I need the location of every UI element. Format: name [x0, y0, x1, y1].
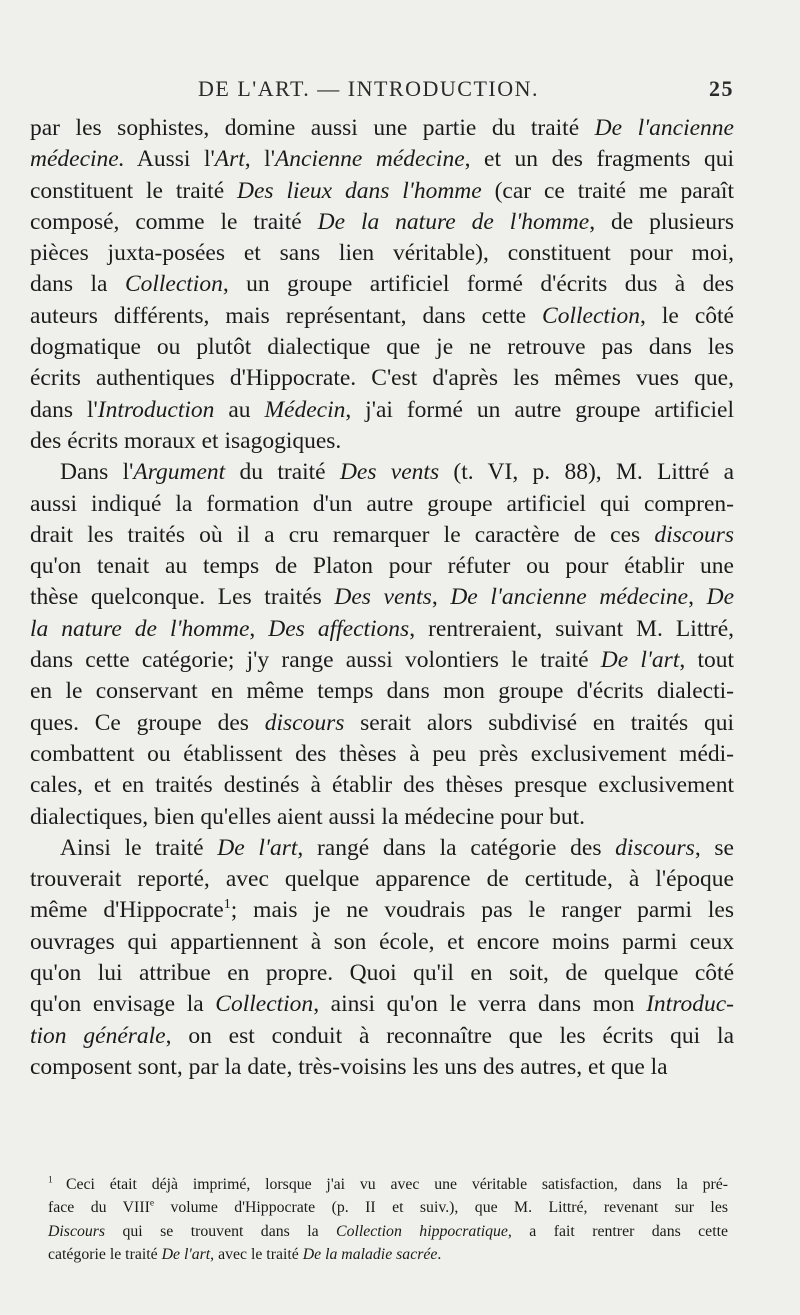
text-run: , se: [694, 834, 734, 861]
body-line: [30, 207, 734, 238]
italic-title: la nature de l'homme: [30, 615, 250, 642]
body-line: [30, 770, 734, 801]
body-line: [30, 176, 734, 207]
text-run: aussi indiqué la formation d'un autre groupe artificiel qui compren-: [30, 490, 734, 517]
body-line: [30, 739, 734, 770]
text-run: qui se trouvent dans la: [105, 1222, 337, 1240]
italic-title: discours: [654, 521, 734, 548]
body-line: [30, 676, 734, 707]
body-line: [30, 927, 734, 958]
footnote-block: [48, 1173, 728, 1267]
body-line: [30, 582, 734, 613]
text-run: , l': [244, 146, 275, 173]
text-run: , j'ai formé un autre groupe artificiel: [345, 396, 734, 423]
body-line: [30, 614, 734, 645]
italic-title: Ancienne médecine: [274, 146, 465, 173]
text-run: par les sophistes, domine aussi une partie du traité: [30, 115, 595, 141]
italic-title: discours: [264, 709, 345, 736]
text-run: pièces juxta-posées et sans lien véritable), constituent pour moi,: [30, 240, 734, 267]
text-run: Ceci était déjà imprimé, lorsque j'ai vu avec une véritable satisfaction, dans la pré-: [65, 1176, 728, 1193]
text-run: ,: [431, 584, 451, 611]
italic-title: De la maladie sacrée: [302, 1246, 438, 1264]
body-line: [30, 301, 734, 332]
text-run: II: [365, 1199, 376, 1217]
footnote-line: [48, 1220, 728, 1243]
text-run: dogmatique ou plutôt dialectique que je ne retrouve pas dans les: [30, 334, 734, 361]
italic-title: médecine.: [30, 146, 125, 173]
italic-title: Médecin: [264, 396, 346, 423]
text-run: (car ce traité me paraît: [481, 177, 734, 204]
italic-title: De: [706, 584, 735, 611]
text-run: du traité: [225, 459, 340, 486]
text-run: composé, comme le traité: [30, 208, 318, 235]
text-run: des écrits moraux et isagogiques.: [30, 427, 342, 454]
text-run: même d'Hippocrate: [30, 897, 224, 924]
text-run: , le côté: [639, 302, 734, 329]
text-run: composent sont, par la date, très-voisins les uns des autres, et que la: [30, 1053, 668, 1080]
body-line: [30, 426, 734, 457]
text-run: , rentreraient, suivant M. Littré,: [409, 615, 735, 642]
body-line: [30, 238, 734, 269]
italic-title: Collection: [215, 991, 314, 1018]
italic-title: Argument: [133, 459, 226, 486]
footnote-marker: 1: [48, 1175, 66, 1186]
text-run: drait les traités où il a cru remarquer le caractère de ces: [30, 521, 655, 548]
italic-title: Des lieux dans l'homme: [237, 177, 482, 204]
italic-title: Collection hippocratique: [336, 1222, 508, 1240]
running-head-title: DE L'ART. — INTRODUCTION.: [198, 76, 539, 101]
text-run: (t. VI, p. 88), M. Littré a: [439, 459, 735, 486]
italic-title: Des affections: [268, 615, 410, 642]
text-run: , ainsi qu'on le verra dans mon: [313, 991, 647, 1018]
text-run: , un groupe artificiel formé d'écrits dus à des: [222, 271, 734, 298]
text-run: auteurs différents, mais représentant, dans cette: [30, 302, 543, 329]
italic-title: Des vents: [339, 459, 440, 486]
text-run: ,: [688, 584, 707, 611]
text-run: volume d'Hippocrate (p.: [154, 1199, 366, 1217]
text-run: ; mais je ne voudrais pas le ranger parmi les: [230, 897, 734, 924]
superscript: e: [149, 1199, 155, 1210]
text-run: Aussi l': [124, 146, 215, 173]
text-run: dans la: [30, 271, 125, 298]
body-line: [30, 269, 734, 300]
body-line: [30, 113, 734, 144]
italic-title: De l'ancienne médecine: [450, 584, 689, 611]
body-line: [30, 1052, 734, 1083]
text-run: , a fait rentrer dans cette: [507, 1222, 728, 1240]
body-line: [30, 457, 734, 488]
italic-title: Des vents: [334, 584, 432, 611]
italic-title: tion générale: [30, 1022, 166, 1049]
text-run: , tout: [679, 647, 735, 674]
text-run: catégorie le traité: [48, 1246, 162, 1264]
italic-title: discours: [615, 834, 695, 861]
body-line: [30, 395, 734, 426]
italic-title: Discours: [48, 1222, 106, 1240]
text-run: qu'on lui attribue en propre. Quoi qu'il en soit, de quelque côté: [30, 960, 734, 987]
text-run: qu'on tenait au temps de Platon pour réfuter ou pour établir une: [30, 553, 734, 580]
text-run: dans cette catégorie; j'y range aussi volontiers le traité: [30, 647, 601, 674]
text-run: , rangé dans la catégorie des: [297, 834, 616, 861]
body-line: [30, 363, 734, 394]
superscript: 1: [223, 896, 231, 913]
body-line: [30, 332, 734, 363]
body-line: [30, 989, 734, 1020]
italic-title: De l'art: [217, 834, 298, 861]
body-line: [30, 520, 734, 551]
text-run: dialectiques, bien qu'elles aient aussi la médecine pour but.: [30, 803, 586, 830]
italic-title: De la nature de l'homme: [317, 208, 590, 235]
italic-title: Collection: [542, 302, 640, 329]
text-run: , et un des fragments qui: [464, 146, 735, 173]
text-run: face du VIII: [48, 1199, 150, 1217]
text-run: et suiv.), que M. Littré, revenant sur les: [375, 1199, 728, 1217]
text-run: dans l': [30, 396, 98, 423]
text-run: qu'on envisage la: [30, 991, 216, 1018]
text-run: .: [437, 1246, 442, 1264]
italic-title: De l'ancienne: [594, 115, 734, 141]
text-run: trouverait reporté, avec quelque apparence de certitude, à l'époque: [30, 866, 734, 893]
body-line: [30, 1021, 734, 1052]
body-line: [30, 645, 734, 676]
text-run: , on est conduit à reconnaître que les écrits qui la: [165, 1022, 734, 1049]
italic-title: Introduc-: [646, 991, 734, 1018]
footnote-line: [48, 1243, 728, 1266]
body-line: [30, 551, 734, 582]
body-line: [30, 489, 734, 520]
text-run: thèse quelconque. Les traités: [30, 584, 335, 611]
body-line: [30, 895, 734, 926]
body-line: [30, 833, 734, 864]
text-run: Dans l': [60, 459, 134, 486]
text-run: en le conservant en même temps dans mon groupe d'écrits dialecti-: [30, 678, 734, 705]
text-run: écrits authentiques d'Hippocrate. C'est d'après les mêmes vues que,: [30, 365, 734, 392]
body-line: [30, 864, 734, 895]
main-text: [30, 113, 734, 1083]
footnote-line: [48, 1196, 728, 1219]
text-run: , de plusieurs: [589, 208, 734, 235]
page-number: 25: [709, 76, 734, 101]
body-line: [30, 802, 734, 833]
text-run: au: [214, 396, 265, 423]
body-line: [30, 144, 734, 175]
text-run: , avec le traité: [210, 1246, 303, 1264]
italic-title: Introduction: [97, 396, 215, 423]
body-line: [30, 958, 734, 989]
body-line: [30, 708, 734, 739]
text-run: ouvrages qui appartiennent à son école, et encore moins parmi ceux: [30, 928, 734, 955]
text-run: cales, et en traités destinés à établir des thèses presque exclusivement: [30, 772, 734, 799]
text-run: serait alors subdivisé en traités qui: [344, 709, 734, 736]
text-run: combattent ou établissent des thèses à peu près exclusivement médi-: [30, 740, 734, 767]
text-run: Ainsi le traité: [60, 834, 218, 861]
running-head: [30, 76, 742, 108]
italic-title: Collection: [124, 271, 223, 298]
text-run: ques. Ce groupe des: [30, 709, 265, 736]
text-run: constituent le traité: [30, 177, 238, 204]
italic-title: De l'art: [600, 647, 680, 674]
text-run: ,: [249, 615, 269, 642]
italic-title: De l'art: [161, 1246, 211, 1264]
italic-title: Art: [214, 146, 245, 173]
footnote-line: [48, 1173, 728, 1196]
